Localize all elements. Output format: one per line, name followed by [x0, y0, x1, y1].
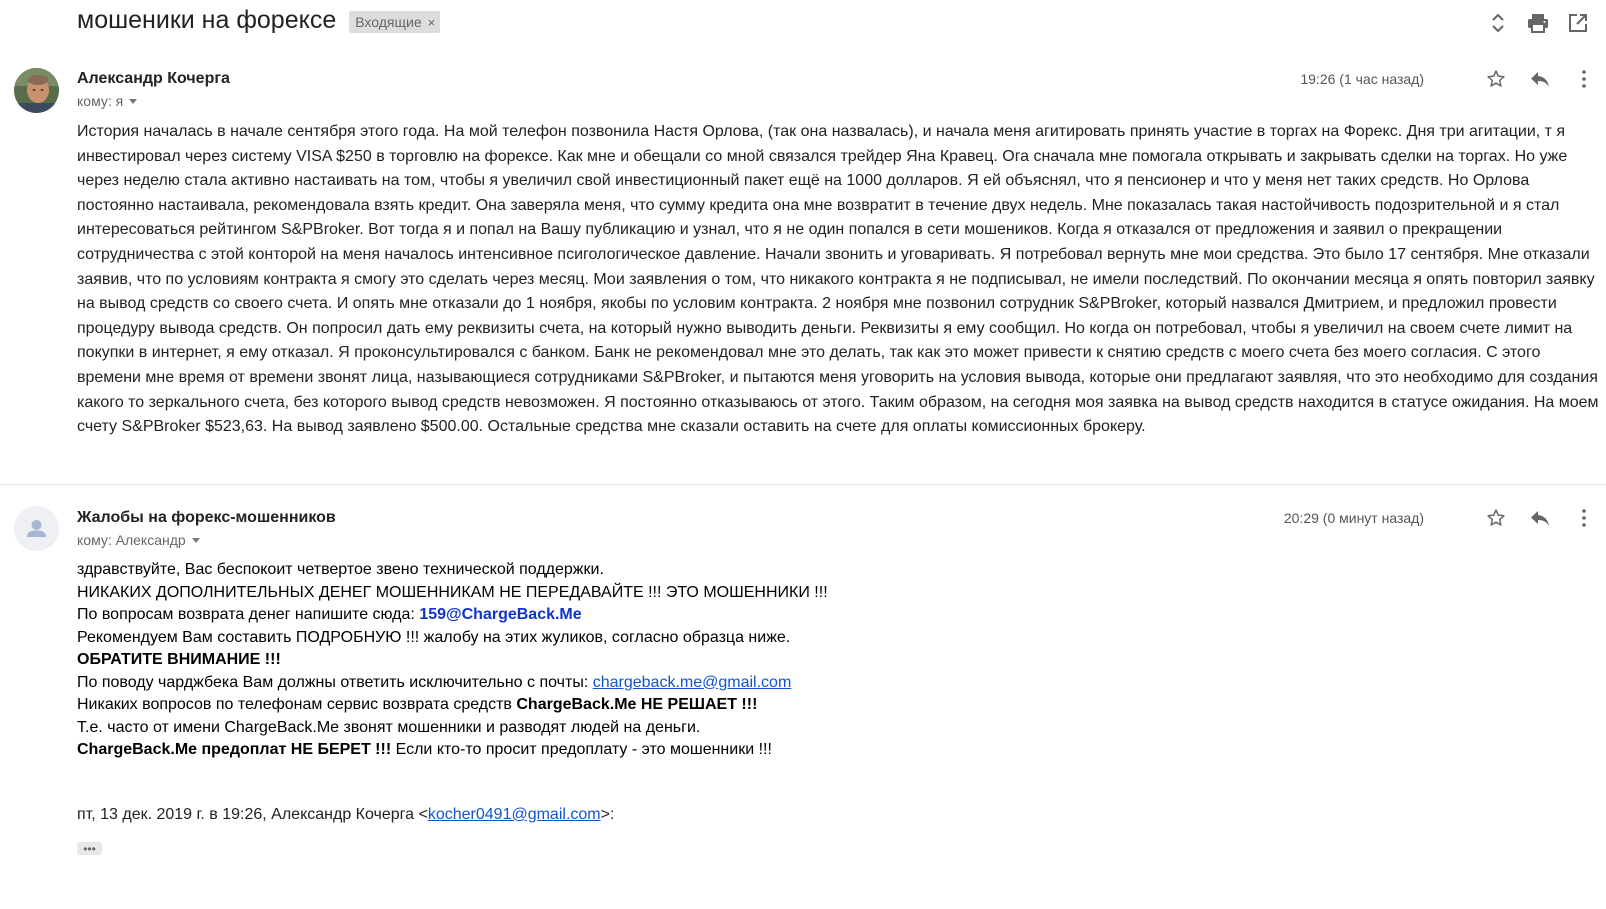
message-divider: [0, 484, 1606, 485]
reply-icon[interactable]: [1518, 66, 1562, 92]
star-icon[interactable]: [1474, 505, 1518, 531]
expand-collapse-icon[interactable]: [1478, 10, 1518, 36]
body-bold-text: ChargeBack.Me НЕ РЕШАЕТ !!!: [516, 696, 758, 713]
body-line: [77, 672, 828, 695]
show-trimmed-content-button[interactable]: •••: [77, 842, 102, 855]
quote-suffix: >:: [600, 806, 615, 823]
quoted-attribution: [77, 806, 614, 824]
message-body: История началась в начале сентября этого года. На мой телефон позвонила Настя Орлова, (так она назвалась), и начала меня агитировать принять участие в торгах на Форекс. Дня три агитации, т я инвестировал через систему VISA $250 в торговлю на форексе. Как мне и обещали со мной связался трейдер Яна Кравец. Ога сначала мне помогала открывать и закрывать сделки на торгах. Но уже через неделю стала активно настаивать на том, чтобы я увеличил свой инвестиционный пакет ещё на 1000 долларов. Я ей объяснял, что я пенсионер и что у меня нет таких средств. Но Орлова постоянно настаивала, рекомендовала взять кредит. Она заверяла меня, что сумму кредита она мне возвратит в течение двух недель. Мне показалась такая настойчивость подозрительной и я стал интересоваться рейтингом S&PBroker. Вот тогда я и попал на Вашу публикацию и узнал, что я не один попался в сети мошеников. Когда я отказался от предложения и заявил о прекращении сотрудничества с этой конторой на меня началось интенсивное псигологическое давление. Начали звонить и уговаривать. Я потребовал вернуть мне мои средства. Это было 17 сентября. Мне отказали заявив, что по условиям контракта я смогу это сделать через месяц. Мои заявления о том, что никакого контракта я не подписывал, не имели последствий. По окончании месяца я опять повторил заявку на вывод средств со своего счета. И опять мне отказали до 1 ноября, якобы по условим контракта. 2 ноября мне позвонил сотрудник S&PBroker, который назвался Дмитрием, и предложил провести процедуру вывода средств. Он попросил дать ему реквизиты счета, на который нужно выводить деньги. Реквизиты я ему сообщил. Но когда он потребовал, чтобы я увеличил на своем счете лимит на покупки в интернет, я ему отказал. Я проконсультировался с банком. Банк не рекомендовал мне это делать, так как это может привести к снятию средств с моего счета без моего согласия. С этого времени мне время от времени звонят лица, называющиеся сотрудниками S&PBroker, и пытаются меня уговорить на условия вывода, которые они предлагают заявляя, что это необходимо для создания какого то зеркального счета, без которого вывод средств невозможен. Я постоянно отказываюсь от этого. Таким образом, на сегодня моя заявка на вывод средств находится в статусе ожидания. На моем счету S&PBroker $523,63. На вывод заявлено $500.00. Остальные средства мне сказали оставить на счете для оплаты комиссионных брокеру.: [77, 123, 1599, 436]
quoted-sender-email-link[interactable]: kocher0491@gmail.com: [427, 806, 601, 823]
body-line: здравствуйте, Вас беспокоит четвертое звено технической поддержки.: [77, 561, 604, 578]
message-timestamp: 20:29 (0 минут назад): [1283, 510, 1424, 526]
body-text: По вопросам возврата денег напишите сюда:: [77, 606, 420, 623]
message-timestamp: 19:26 (1 час назад): [1300, 71, 1424, 87]
recipient-line[interactable]: [77, 93, 137, 109]
recipient-text: кому: я: [77, 93, 124, 109]
label-chip-text: Входящие: [355, 14, 422, 30]
default-person-avatar[interactable]: [14, 506, 59, 551]
message-body: [77, 559, 828, 762]
sender-photo-avatar[interactable]: [14, 68, 59, 113]
print-icon[interactable]: [1518, 10, 1558, 36]
body-line: [77, 694, 828, 717]
body-line: [77, 604, 828, 627]
body-line: [77, 649, 828, 672]
open-new-window-icon[interactable]: [1558, 10, 1598, 36]
body-line: Рекомендуем Вам составить ПОДРОБНУЮ !!! жалобу на этих жуликов, согласно образца ниже.: [77, 628, 791, 646]
body-bold-text: ChargeBack.Me предоплат НЕ БЕРЕТ !!!: [77, 741, 392, 758]
body-text: Никаких вопросов по телефонам сервис возврата средств: [77, 696, 517, 713]
sender-name[interactable]: Александр Кочерга: [77, 70, 230, 87]
inbox-label-chip[interactable]: [349, 11, 440, 33]
reply-icon[interactable]: [1518, 505, 1562, 531]
thread-subject: мошеники на форексе: [77, 6, 337, 34]
recipient-details-chevron-down-icon[interactable]: [129, 99, 137, 104]
sender-name[interactable]: Жалобы на форекс-мошенников: [77, 509, 336, 526]
message-actions: [1474, 505, 1606, 531]
message-actions: [1474, 66, 1606, 92]
thread-toolbar: [1478, 10, 1598, 36]
recipient-line[interactable]: [77, 532, 200, 548]
remove-label-icon[interactable]: ×: [427, 14, 436, 30]
attention-heading: ОБРАТИТЕ ВНИМАНИЕ !!!: [77, 651, 281, 668]
body-text: По поводу чарджбека Вам должны ответить исключительно с почты:: [77, 673, 593, 691]
body-line: Т.е. часто от имени ChargeBack.Me звонят мошенники и разводят людей на деньги.: [77, 718, 701, 736]
contact-email-link[interactable]: 159@ChargeBack.Me: [419, 606, 582, 623]
thread-header: [77, 6, 440, 35]
recipient-details-chevron-down-icon[interactable]: [192, 538, 200, 543]
body-line: [77, 739, 828, 762]
body-line: НИКАКИХ ДОПОЛНИТЕЛЬНЫХ ДЕНЕГ МОШЕННИКАМ НЕ ПЕРЕДАВАЙТЕ !!! ЭТО МОШЕННИКИ !!!: [77, 583, 828, 601]
chargeback-email-link[interactable]: chargeback.me@gmail.com: [592, 673, 792, 691]
more-options-icon[interactable]: [1562, 66, 1606, 92]
body-text: Если кто-то просит предоплату - это мошенники !!!: [391, 741, 772, 758]
recipient-text: кому: Александр: [77, 532, 186, 548]
star-icon[interactable]: [1474, 66, 1518, 92]
quote-prefix: пт, 13 дек. 2019 г. в 19:26, Александр Кочерга <: [77, 806, 428, 823]
more-options-icon[interactable]: [1562, 505, 1606, 531]
